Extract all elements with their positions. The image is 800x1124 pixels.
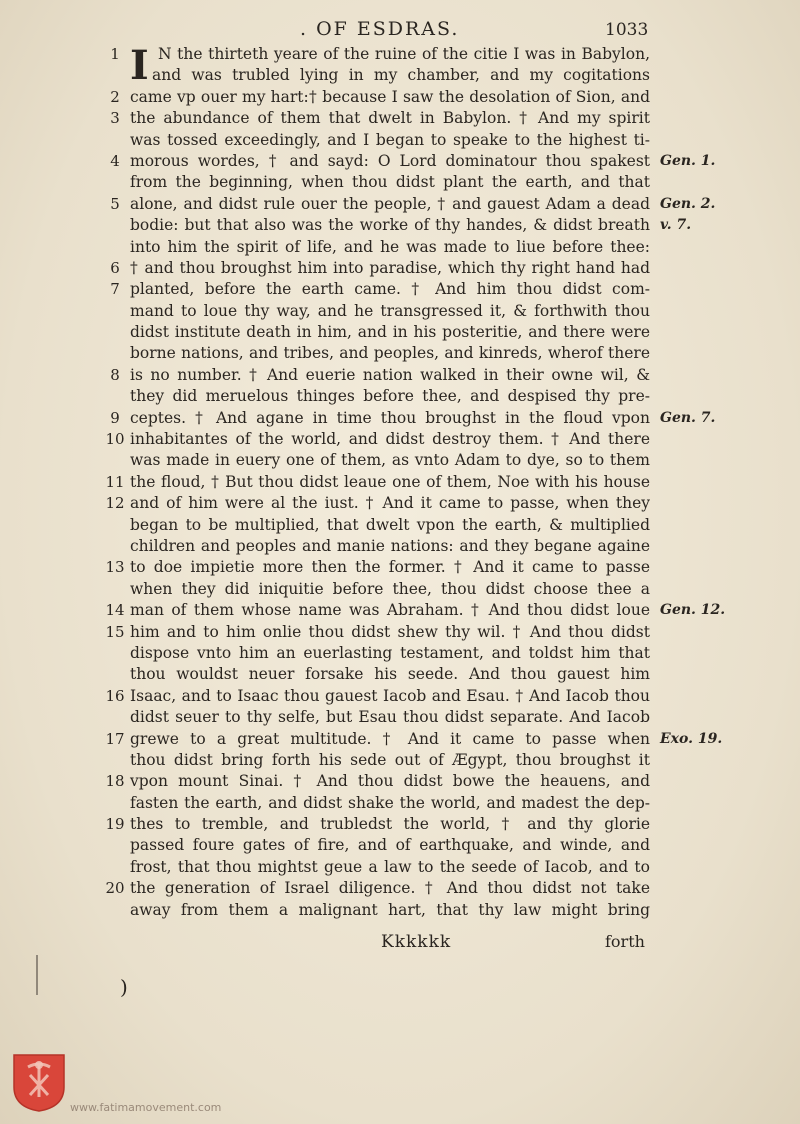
line-text: the abundance of them that dwelt in Babylon. † And my spirit	[130, 109, 650, 128]
line-text: inhabitantes of the world, and didst destroy them. † And there	[130, 430, 650, 449]
text-line	[100, 365, 800, 386]
running-title: . OF ESDRAS.	[300, 18, 460, 40]
text-line	[100, 386, 800, 407]
line-text: the generation of Israel diligence. † And thou didst not take	[130, 879, 650, 898]
text-line	[100, 343, 800, 364]
text-line	[100, 151, 800, 172]
line-text: ceptes. † And agane in time thou broughst in the floud vpon	[130, 408, 650, 427]
text-line	[100, 536, 800, 557]
text-line	[100, 814, 800, 835]
line-text: grewe to a great multitude. † And it came to passe when	[130, 729, 650, 748]
text-line	[100, 408, 800, 429]
text-line	[100, 878, 800, 899]
text-line	[100, 301, 800, 322]
text-line	[100, 493, 800, 514]
line-text: thou didst bring forth his sede out of Ægypt, thou broughst it	[130, 750, 650, 769]
line-text: to doe impietie more then the former. † And it came to passe	[130, 558, 650, 577]
text-line	[100, 579, 800, 600]
margin-reference: Gen. 12.	[660, 602, 726, 619]
line-text: fasten the earth, and didst shake the world, and madest the dep-	[130, 793, 650, 812]
line-text: they did meruelous thinges before thee, and despised thy pre-	[130, 387, 650, 406]
line-text: was tossed exceedingly, and I began to speake to the highest ti-	[130, 130, 650, 149]
text-line	[100, 472, 800, 493]
text-line	[100, 557, 800, 578]
line-text: into him the spirit of life, and he was made to liue before thee:	[130, 237, 650, 256]
page-number: 1033	[605, 20, 649, 40]
line-text: borne nations, and tribes, and peoples, and kinreds, wherof there	[130, 344, 650, 363]
text-line	[100, 686, 800, 707]
verse-number: 1	[110, 45, 120, 63]
margin-reference: Gen. 2.	[660, 195, 716, 212]
verse-number: 14	[105, 601, 125, 620]
catchword: forth	[605, 932, 645, 951]
line-text: and was trubled lying in my chamber, and my cogitations	[152, 66, 650, 85]
line-text: from the beginning, when thou didst plant the earth, and that	[130, 173, 650, 192]
fatima-movement-logo	[12, 1053, 66, 1113]
line-text: began to be multiplied, that dwelt vpon the earth, & multiplied	[130, 515, 650, 534]
text-line	[100, 900, 800, 921]
line-text: is no number. † And euerie nation walked in their owne wil, &	[130, 365, 650, 384]
verse-number: 5	[110, 194, 120, 213]
line-text: frost, that thou mightst geue a law to the seede of Iacob, and to	[130, 857, 650, 876]
verse-number: 3	[110, 109, 120, 128]
verse-number: 20	[105, 879, 125, 898]
line-text: and of him were al the iust. † And it came to passe, when they	[130, 494, 650, 513]
text-line	[100, 707, 800, 728]
line-text: was made in euery one of them, as vnto Adam to dye, so to them	[130, 451, 650, 470]
text-line	[100, 65, 800, 86]
text-line	[100, 793, 800, 814]
text-line	[100, 450, 800, 471]
line-text: planted, before the earth came. † And him thou didst com-	[130, 280, 650, 299]
line-text: came vp ouer my hart:† because I saw the desolation of Sion, and	[130, 87, 650, 106]
text-line	[100, 279, 800, 300]
ink-mark: )	[120, 975, 128, 999]
text-line	[100, 643, 800, 664]
text-line	[100, 87, 800, 108]
verse-number: 9	[110, 408, 120, 427]
text-line	[100, 172, 800, 193]
watermark-url: www.fatimamovement.com	[70, 1101, 222, 1114]
verse-number: 17	[105, 729, 125, 748]
verse-number: 10	[105, 430, 125, 449]
line-text: children and peoples and manie nations: and they begane againe	[130, 536, 650, 555]
verse-number: 18	[105, 772, 125, 791]
line-text: Isaac, and to Isaac thou gauest Iacob and Esau. † And Iacob thou	[130, 686, 650, 705]
line-text: bodie: but that also was the worke of thy handes, & didst breath	[130, 216, 650, 235]
text-line	[100, 729, 800, 750]
line-text: him and to him onlie thou didst shew thy wil. † And thou didst	[130, 622, 650, 641]
verse-number: 6	[110, 258, 120, 277]
text-line	[100, 622, 800, 643]
verse-number: 2	[110, 87, 120, 106]
line-text: alone, and didst rule ouer the people, † and gauest Adam a dead	[130, 194, 650, 213]
line-text: didst seuer to thy selfe, but Esau thou didst separate. And Iacob	[130, 708, 650, 727]
verse-number: 7	[110, 280, 120, 299]
verse-number: 19	[105, 815, 125, 834]
verse-number: 11	[105, 472, 125, 491]
verse-number: 12	[105, 494, 125, 513]
line-text: passed foure gates of fire, and of earthquake, and winde, and	[130, 836, 650, 855]
text-line	[100, 771, 800, 792]
text-line	[100, 108, 800, 129]
line-text: away from them a malignant hart, that thy law might bring	[130, 900, 650, 919]
text-line	[100, 600, 800, 621]
margin-reference: Exo. 19.	[660, 730, 723, 747]
text-line	[100, 857, 800, 878]
margin-reference: Gen. 1.	[660, 152, 716, 169]
line-text: vpon mount Sinai. † And thou didst bowe the heauens, and	[130, 772, 650, 791]
verse-number: 16	[105, 686, 125, 705]
verse-number: 15	[105, 622, 125, 641]
line-text: man of them whose name was Abraham. † And thou didst loue	[130, 601, 650, 620]
line-text: the floud, † But thou didst leaue one of them, Noe with his house	[130, 472, 650, 491]
text-line	[100, 429, 800, 450]
line-text: morous wordes, † and sayd: O Lord dominatour thou spakest	[130, 151, 650, 170]
text-line	[100, 237, 800, 258]
text-line	[100, 750, 800, 771]
verse-number: 8	[110, 365, 120, 384]
text-line	[100, 664, 800, 685]
line-text: didst institute death in him, and in his posteritie, and there were	[130, 323, 650, 342]
drop-initial: I	[130, 42, 149, 89]
verse-number: 13	[105, 558, 125, 577]
text-line	[100, 130, 800, 151]
text-line	[100, 322, 800, 343]
line-text: thou wouldst neuer forsake his seede. And thou gauest him	[130, 665, 650, 684]
verse-number: 4	[110, 151, 120, 170]
text-line	[100, 515, 800, 536]
line-text: † and thou broughst him into paradise, which thy right hand had	[130, 258, 650, 277]
line-text: thes to tremble, and trubledst the world, † and thy glorie	[130, 815, 650, 834]
line-text: when they did iniquitie before thee, thou didst choose thee a	[130, 579, 650, 598]
line-text: N the thirteth yeare of the ruine of the citie I was in Babylon,	[158, 45, 650, 63]
text-line	[100, 215, 800, 236]
text-line	[100, 258, 800, 279]
text-block	[100, 44, 800, 921]
ink-stain	[36, 955, 38, 995]
text-line	[100, 835, 800, 856]
signature-mark: Kkkkkk	[381, 932, 452, 952]
line-text: dispose vnto him an euerlasting testament, and toldst him that	[130, 643, 650, 662]
line-text: mand to loue thy way, and he transgressed it, & forthwith thou	[130, 301, 650, 320]
text-line	[100, 194, 800, 215]
margin-reference: Gen. 7.	[660, 409, 716, 426]
text-line	[100, 44, 800, 65]
margin-reference: v. 7.	[660, 217, 692, 234]
